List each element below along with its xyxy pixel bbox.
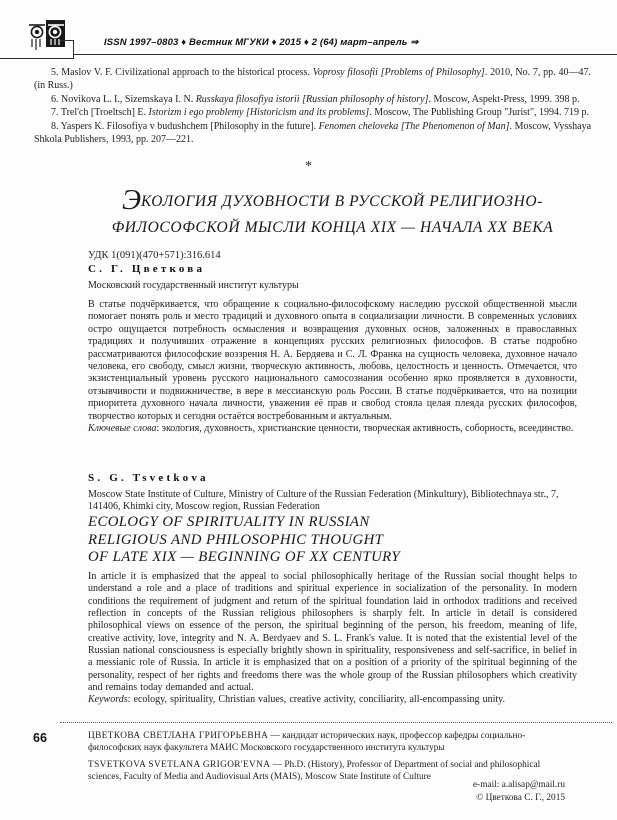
keywords-en: Keywords: ecology, spirituality, Christian values, creative activity, conciliarity, all-encompassing unity.: [88, 694, 505, 706]
abstract-ru: [88, 299, 577, 435]
author-email: e-mail: a.alisap@mail.ru: [473, 780, 565, 790]
footer-divider: [60, 722, 612, 723]
keywords-en-label: Keywords: [88, 694, 128, 706]
author-affiliation-en: Moscow State Institute of Culture, Ministry of Culture of the Russian Federation (Minkultury), Bibliotechnaya str., 7, 141406, Khimki city, Moscow region, Russian Federation: [88, 489, 559, 512]
copyright-line: © Цветкова С. Г., 2015: [476, 792, 565, 803]
abstract-ru-text: В статье подчёркивается, что обращение к социально-философскому наследию русской общественной мысли помогает понять роль и место традиций и духовного опыта в социализации личности. В современных условиях остро ощущается потребность осмысления и возвращения духовных основ, заложенных в православных традициях и получивших отражение в концепциях русских религиозных философов. В статье подробно рассматриваются философские воззрения Н. А. Бердяева и С. Л. Франка на сущность человека, духовное начало человека, его свободу, смысл жизни, творческую активность, любовь, целостность и ценность. Отмечается, что экзистенциальный уровень русского национального самосознания особенно ярко проявляется в духовности, отзывчивости и подвижничестве, в вере в мессианскую роль России. В статье подчёркивается, что на позиции приоритета духовного начала личности, уважения её прав и свобод стояла целая плеяда русских философов, творчество которых и сегодня остаётся востребованным и актуальным.: [88, 299, 577, 422]
references-list: [34, 66, 591, 146]
header-left-rule: [0, 58, 74, 59]
section-divider-asterisk: *: [305, 159, 312, 174]
author-name-ru: С. Г. Цветкова: [88, 263, 206, 275]
abstract-en: [88, 571, 577, 707]
article-title-en-line1: ECOLOGY OF SPIRITUALITY IN RUSSIAN: [88, 514, 370, 530]
column-capital-logo-icon: [27, 20, 65, 54]
keywords-ru: Ключевые слова: экология, духовность, христианские ценности, творческая активность, соборность, всеединство.: [88, 423, 574, 435]
header-logo-connector-rule: [60, 40, 74, 41]
author-bio-en: TSVETKOVA SVETLANA GRIGOR'EVNA — Ph.D. (History), Professor of Department of social and philosophical sciences, Faculty of Media and Audiovisual Arts (MAIS), Moscow State Institute of Culture: [88, 760, 541, 782]
journal-issn-line: ISSN 1997–0803 ♦ Вестник МГУКИ ♦ 2015 ♦ 2 (64) март–апрель ⇒: [104, 37, 419, 48]
header-rule: [74, 54, 617, 55]
udc-code: УДК 1(091)(470+571):316.614: [88, 250, 221, 261]
contact-block: [473, 779, 565, 804]
reference-item: 7. Trel'ch [Troeltsch] E. Istorizm i ego problemy [Historicism and its problems]. Moscow, The Publishing Group "Jurist", 1994. 719 p.: [51, 107, 590, 119]
article-title-ru-line1: ЭКОЛОГИЯ ДУХОВНОСТИ В РУССКОЙ РЕЛИГИОЗНО-: [122, 184, 543, 216]
author-name-en: S. G. Tsvetkova: [88, 472, 209, 484]
article-title-ru-line2: ФИЛОСОФСКОЙ МЫСЛИ КОНЦА XIX — НАЧАЛА XX ВЕКА: [111, 219, 554, 236]
author-affiliation-ru: Московский государственный институт культуры: [88, 280, 299, 291]
page-number: 66: [33, 731, 47, 745]
reference-item: 6. Novikova L. I., Sizemskaya I. N. Russkaya filosofiya istorii [Russian philosophy of history]. Moscow, Aspekt-Press, 1999. 398 p.: [51, 93, 580, 105]
reference-item: 8. Yaspers K. Filosofiya v budushchem [Philosophy in the future]. Fenomen cheloveka [The Phenomenon of Man]. Moscow, Vysshaya Shkola Publishers, 1993, pp. 207—221.: [34, 120, 592, 146]
abstract-en-text: In article it is emphasized that the appeal to social philosophically heritage of the Russian social thought helps to understand a role and a place of traditions and spiritual experience in socialization of the personality. In modern conditions the requirement of judgment and return of the spiritual foundation laid in orthodox traditions and received reflection in concepts of the Russian religious philosophers is sharply felt. In article in detail is considered philosophical views on essence of the person, the spiritual beginning of the person, his freedom, meaning of life, creative activity, love, integrity and N. A. Berdyaev and S. L. Frank's value. It is noted that the existential level of the Russian national consciousness is especially brightly shown in spirituality, responsiveness and self-sacrifice, in belief in a messianic role of Russia. In article it is emphasized that on a position of a priority of the spiritual beginning of the personality, respect of her rights and freedoms there was the whole group of the Russian philosophers which creativity and remains today demanded and actual.: [88, 571, 577, 694]
article-title-en: [88, 514, 400, 567]
article-title-ru: [88, 184, 577, 241]
keywords-ru-label: Ключевые слова: [88, 423, 157, 435]
author-bio-ru: ЦВЕТКОВА СВЕТЛАНА ГРИГОРЬЕВНА — кандидат исторических наук, профессор кафедры социально-философских наук факультета МАИС Московского государственного института культуры: [88, 731, 526, 753]
drop-cap-initial: Э: [122, 184, 142, 216]
header-vertical-rule: [73, 40, 74, 58]
reference-item: 5. Maslov V. F. Civilizational approach to the historical process. Voprosy filosofii [Problems of Philosophy]. 2010, No. 7, pp. 40—47. (in Russ.): [34, 67, 591, 92]
article-title-en-line2: RELIGIOUS AND PHILOSOPHIC THOUGHT: [88, 531, 384, 548]
article-title-en-line3: OF LATE XIX — BEGINNING OF XX CENTURY: [88, 549, 400, 566]
